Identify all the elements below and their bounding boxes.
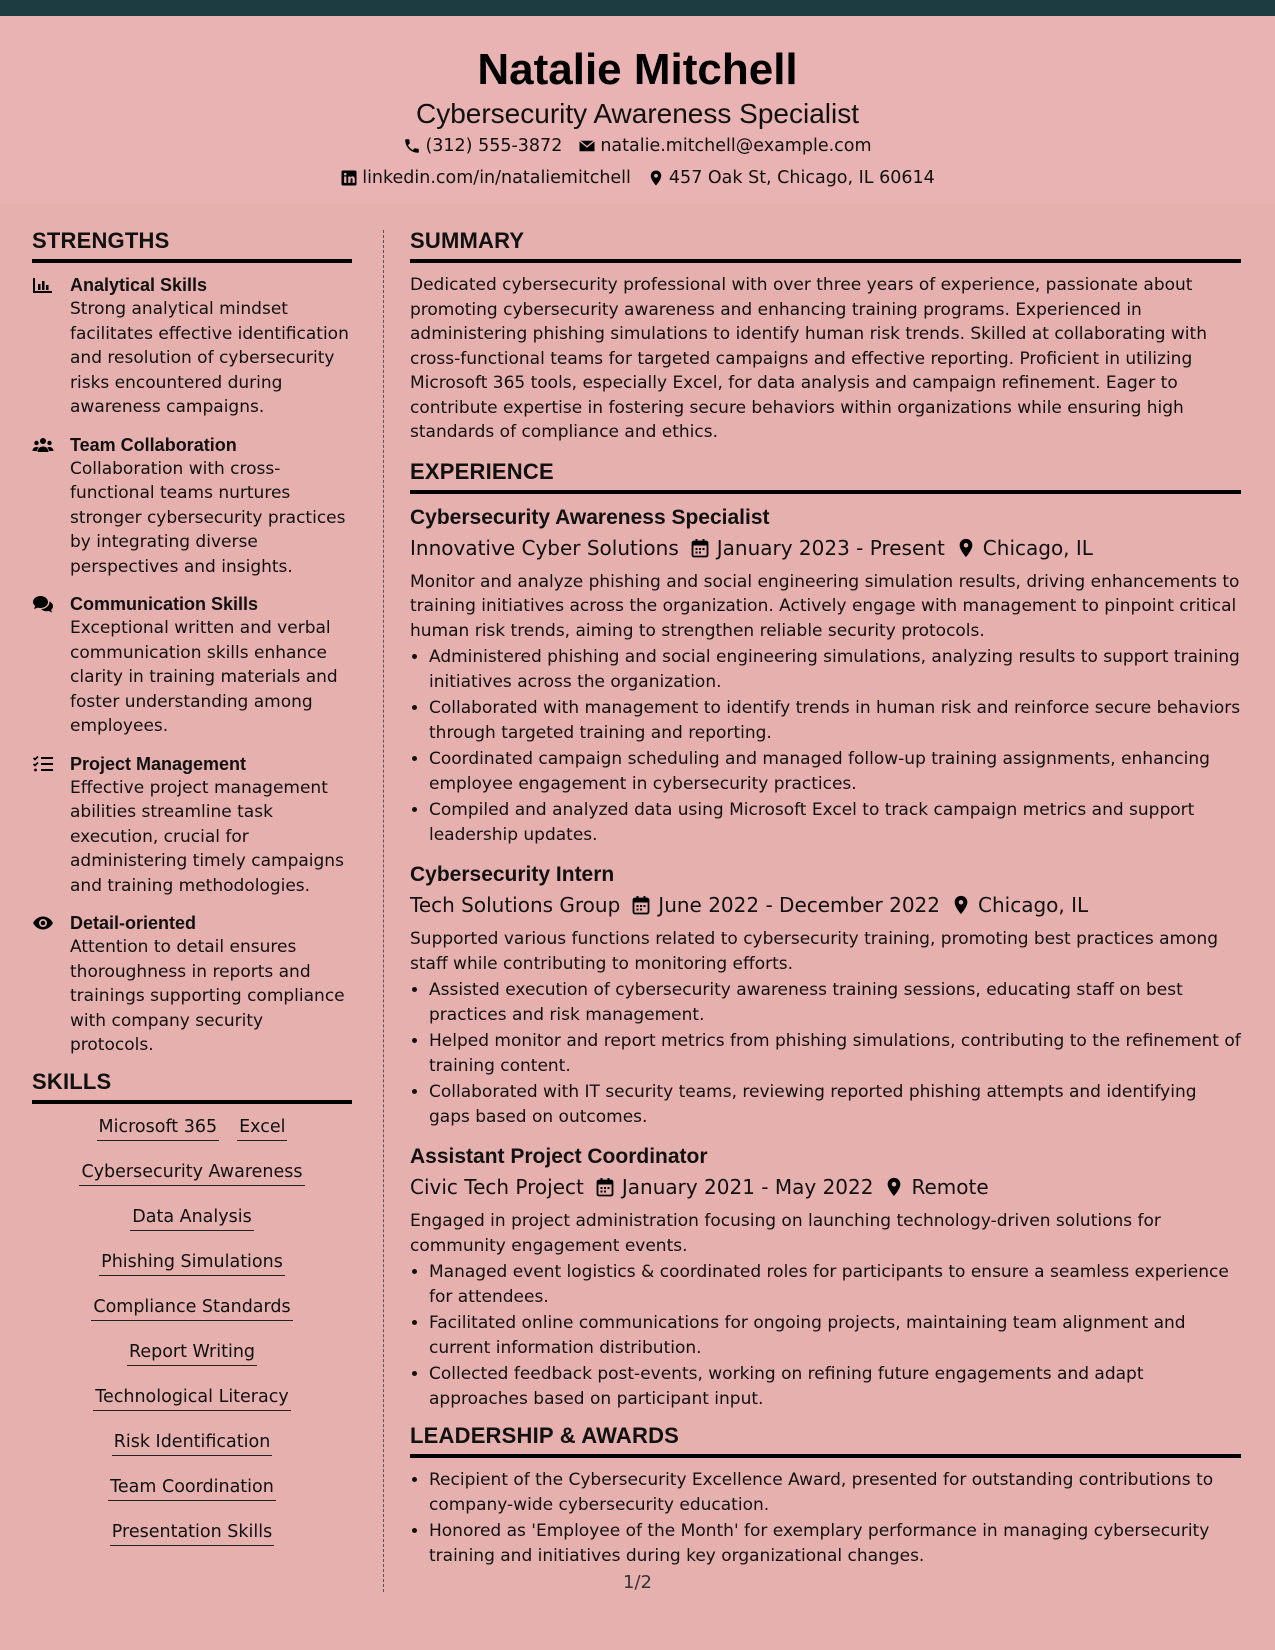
task-list-icon <box>32 755 54 773</box>
awards-heading: LEADERSHIP & AWARDS <box>410 1425 1241 1458</box>
job-title: Cybersecurity Intern <box>410 863 615 886</box>
strength-name: Communication Skills <box>70 594 259 614</box>
contact-phone[interactable] <box>403 130 562 162</box>
skill-tag: Microsoft 365 <box>97 1114 220 1141</box>
map-pin-icon <box>647 169 665 187</box>
awards-list <box>410 1468 1241 1568</box>
strength-desc: Exceptional written and verbal communication skills enhance clarity in training materials and foster understanding among employees. <box>70 618 338 736</box>
candidate-title: Cybersecurity Awareness Specialist <box>415 97 859 129</box>
skill-tag: Technological Literacy <box>93 1384 290 1411</box>
calendar-icon <box>691 538 709 558</box>
skill-tag: Excel <box>237 1114 287 1141</box>
skills-section <box>32 1068 352 1546</box>
bullet-item: • Coordinated campaign scheduling and managed follow-up training assignments, enhancing employee engagement in cybersecurity practices. <box>429 747 1241 796</box>
bullet-item: • Administered phishing and social engineering simulations, analyzing results to support training initiatives across the organization. <box>429 645 1241 694</box>
job-company: Innovative Cyber Solutions <box>410 535 679 560</box>
experience-heading: EXPERIENCE <box>410 461 1241 494</box>
award-item: • Honored as 'Employee of the Month' for exemplary performance in managing cybersecurity training and initiatives during key organizational changes. <box>429 1519 1241 1568</box>
awards-section <box>410 1425 1241 1568</box>
job-bullets <box>410 1260 1241 1411</box>
candidate-name: Natalie Mitchell <box>477 45 798 94</box>
skill-tag: Report Writing <box>127 1339 257 1366</box>
bullet-item: • Compiled and analyzed data using Microsoft Excel to track campaign metrics and support leadership updates. <box>429 798 1241 847</box>
bullet-item: • Assisted execution of cybersecurity awareness training sessions, educating staff on best practices and risk management. <box>429 978 1241 1027</box>
job-bullets <box>410 645 1241 847</box>
bullet-item: • Collaborated with IT security teams, reviewing reported phishing attempts and identifying gaps based on outcomes. <box>429 1080 1241 1129</box>
bullet-item: • Helped monitor and report metrics from phishing simulations, contributing to the refinement of training content. <box>429 1029 1241 1078</box>
job-location: Chicago, IL <box>982 535 1093 560</box>
envelope-icon <box>578 137 596 155</box>
job-location: Chicago, IL <box>978 893 1089 917</box>
left-column <box>32 230 352 1564</box>
strength-item <box>32 911 352 1058</box>
calendar-icon <box>632 895 650 915</box>
email-text: natalie.mitchell@example.com <box>600 136 872 157</box>
linkedin-icon <box>340 169 358 187</box>
calendar-icon <box>596 1177 614 1197</box>
comments-icon <box>32 595 54 613</box>
strength-desc: Collaboration with cross-functional teams nurtures stronger cybersecurity practices by integrating diverse perspectives and insights. <box>70 458 346 577</box>
resume-header <box>0 16 1275 204</box>
skill-tag: Cybersecurity Awareness <box>79 1159 304 1186</box>
map-pin-icon <box>957 538 975 558</box>
skills-heading: SKILLS <box>32 1071 352 1104</box>
experience-section <box>410 458 1241 1412</box>
job-meta <box>410 1171 1241 1203</box>
strength-name: Analytical Skills <box>70 275 208 295</box>
job-dates: January 2021 - May 2022 <box>621 1175 874 1199</box>
phone-text: (312) 555-3872 <box>425 136 563 157</box>
job-location: Remote <box>911 1175 989 1199</box>
column-divider <box>383 230 384 1592</box>
top-accent-bar <box>0 0 1275 16</box>
bullet-item: • Managed event logistics & coordinated roles for participants to ensure a seamless experience for attendees. <box>429 1260 1241 1309</box>
job-title: Cybersecurity Awareness Specialist <box>410 505 770 529</box>
strengths-section <box>32 230 352 1058</box>
users-icon <box>32 436 54 454</box>
bullet-item: • Collected feedback post-events, working on refining future engagements and adapt approaches based on participant input. <box>429 1362 1241 1411</box>
map-pin-icon <box>952 895 970 915</box>
job-company: Tech Solutions Group <box>410 893 621 917</box>
summary-text: Dedicated cybersecurity professional with over three years of experience, passionate about promoting cybersecurity awareness and enhancing training programs. Experienced in administering phishing simulations to identify human risk trends. Skilled at collaborating with cross-functional teams for targeted campaigns and effective reporting. Proficient in utilizing Microsoft 365 tools, especially Excel, for data analysis and campaign refinement. Eager to contribute expertise in fostering secure behaviors within organizations while ensuring high standards of compliance and ethics. <box>410 275 1207 442</box>
job-dates: January 2023 - Present <box>716 535 945 560</box>
strength-desc: Attention to detail ensures thoroughness in reports and trainings supporting compliance with company security protocols. <box>70 937 345 1055</box>
job-meta <box>410 889 1241 921</box>
job-entry <box>410 1143 1241 1411</box>
skill-tag: Risk Identification <box>112 1429 273 1456</box>
job-bullets <box>410 978 1241 1129</box>
award-item: • Recipient of the Cybersecurity Excellence Award, presented for outstanding contributions to company-wide cybersecurity education. <box>429 1468 1241 1517</box>
contact-email[interactable] <box>578 130 871 162</box>
contact-row-1 <box>0 130 1275 162</box>
skill-tag: Phishing Simulations <box>99 1249 285 1276</box>
strength-name: Team Collaboration <box>70 434 237 455</box>
right-column <box>410 230 1241 1570</box>
job-dates: June 2022 - December 2022 <box>658 893 941 917</box>
job-company: Civic Tech Project <box>410 1175 584 1199</box>
job-description: Monitor and analyze phishing and social engineering simulation results, driving enhancements to training initiatives across the organization. Actively engage with management to pinpoint critical human risk trends, aiming to strengthen reliable security protocols. <box>410 571 1240 641</box>
phone-icon <box>403 137 421 155</box>
map-pin-icon <box>885 1177 903 1197</box>
job-entry <box>410 861 1241 1129</box>
job-description: Engaged in project administration focusing on launching technology-driven solutions for community engagement events. <box>410 1211 1161 1256</box>
contact-linkedin[interactable] <box>340 162 631 194</box>
skill-tag: Presentation Skills <box>110 1519 274 1546</box>
skill-tag: Team Coordination <box>108 1474 276 1501</box>
strength-desc: Effective project management abilities streamline task execution, crucial for administering timely campaigns and training methodologies. <box>70 777 344 896</box>
summary-section <box>410 230 1241 445</box>
strength-name: Project Management <box>70 753 247 774</box>
skill-tag: Compliance Standards <box>91 1294 292 1321</box>
bar-chart-icon <box>32 276 54 294</box>
skill-tag: Data Analysis <box>130 1204 253 1231</box>
address-text: 457 Oak St, Chicago, IL 60614 <box>668 168 935 189</box>
strength-item <box>32 752 352 899</box>
contact-address <box>647 162 935 194</box>
contact-row-2 <box>0 162 1275 194</box>
summary-heading: SUMMARY <box>410 230 1241 263</box>
job-meta <box>410 532 1241 564</box>
strength-name: Detail-oriented <box>70 913 197 933</box>
job-description: Supported various functions related to cybersecurity training, promoting best practices among staff while contributing to monitoring efforts. <box>410 929 1219 974</box>
strength-desc: Strong analytical mindset facilitates effective identification and resolution of cybersecurity risks encountered during awareness campaigns. <box>70 299 349 417</box>
strengths-heading: STRENGTHS <box>32 230 352 263</box>
bullet-item: • Facilitated online communications for ongoing projects, maintaining team alignment and current information distribution. <box>429 1311 1241 1360</box>
job-entry <box>410 504 1241 848</box>
bullet-item: • Collaborated with management to identify trends in human risk and reinforce secure behaviors through targeted training and reporting. <box>429 696 1241 745</box>
strength-item <box>32 592 352 739</box>
job-title: Assistant Project Coordinator <box>410 1145 708 1168</box>
skills-list <box>32 1114 352 1546</box>
strength-item <box>32 433 352 580</box>
page-number: 1/2 <box>623 1572 652 1593</box>
eye-icon <box>32 914 54 932</box>
linkedin-text: linkedin.com/in/nataliemitchell <box>362 168 631 189</box>
strength-item <box>32 273 352 420</box>
